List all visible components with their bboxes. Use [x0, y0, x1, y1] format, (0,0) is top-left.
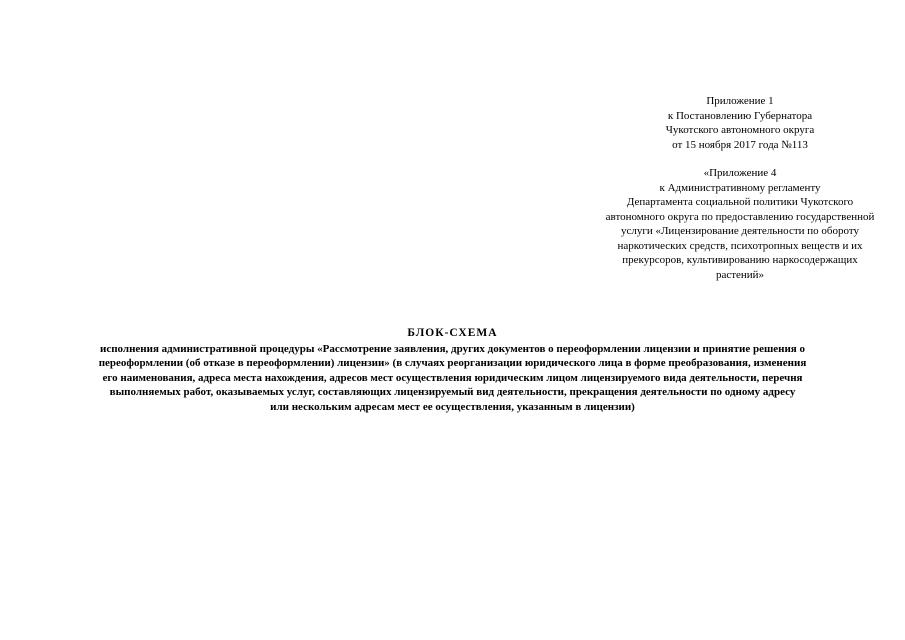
- attachment-4-line: прекурсоров, культивированию наркосодержащих: [622, 254, 858, 266]
- attachment-1-line: к Постановлению Губернатора: [667, 109, 813, 122]
- attachment-4-line: к Административному регламенту: [659, 181, 821, 194]
- attachment-1-line: от 15 ноября 2017 года №113: [672, 138, 808, 151]
- attachment-4-line: «Приложение 4: [703, 167, 777, 179]
- attachment-1-header: [540, 94, 905, 152]
- attachment-4-header: [540, 166, 905, 282]
- block-scheme-description-line: выполняемых работ, оказываемых услуг, составляющих лицензируемый вид деятельности, прекращения деятельности по одному адресу: [109, 386, 796, 398]
- attachment-4-line: наркотических средств, психотропных веществ и их: [617, 239, 863, 252]
- block-scheme-description-line: исполнения административной процедуры «Рассмотрение заявления, других документов о переоформлении лицензии и принятие решения о: [100, 342, 805, 355]
- attachment-4-line: услуги «Лицензирование деятельности по обороту: [620, 225, 860, 237]
- block-scheme-description-line: или нескольким адресам мест ее осуществления, указанным в лицензии): [270, 400, 635, 413]
- block-scheme-heading: [40, 326, 865, 414]
- block-scheme-description-line: его наименования, адреса места нахождения, адресов мест осуществления юридическим лицом лицензируемого вида деятельности, перечня: [102, 371, 803, 384]
- attachment-4-line: автономного округа по предоставлению государственной: [605, 210, 875, 223]
- attachment-1-line: Чукотского автономного округа: [665, 124, 815, 136]
- block-scheme-title: БЛОК-СХЕМА: [407, 327, 498, 339]
- block-scheme-description-line: переоформлении (об отказе в переоформлении) лицензии» (в случаях реорганизации юридического лица в форме преобразования, изменения: [98, 357, 807, 369]
- attachment-4-line: растений»: [715, 268, 765, 281]
- attachment-1-line: Приложение 1: [706, 95, 774, 107]
- attachment-4-line: Департамента социальной политики Чукотского: [626, 196, 854, 208]
